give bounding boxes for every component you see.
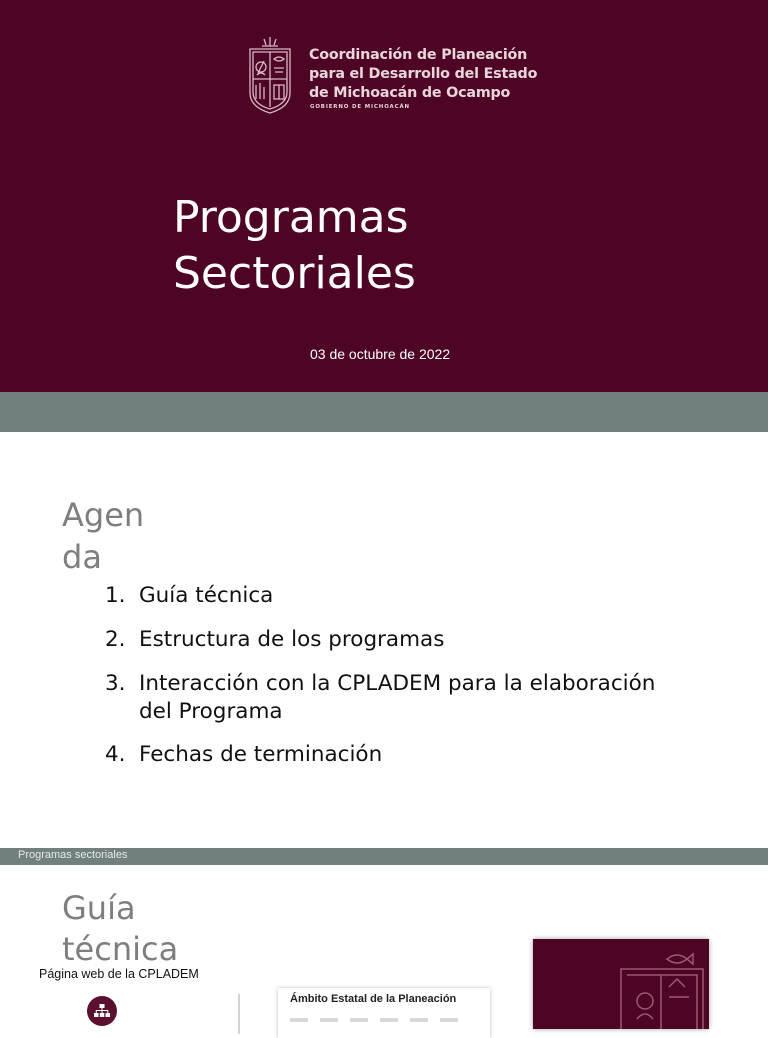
government-label: GOBIERNO DE MICHOACÁN [310, 104, 410, 110]
agenda-item [105, 741, 655, 769]
cover-footer-band [0, 392, 768, 432]
agenda-item-text: Estructura de los programas [139, 627, 445, 652]
section-header-bar [0, 848, 768, 865]
agenda-item [105, 626, 655, 654]
cover-title-line: Sectoriales [173, 248, 416, 299]
org-line: Coordinación de Planeación [309, 47, 528, 63]
guia-title [62, 888, 178, 970]
ambito-placeholder-lines [290, 1018, 470, 1022]
org-line: para el Desarrollo del Estado [309, 66, 538, 82]
state-crest-icon [246, 37, 294, 115]
section-label: Programas sectoriales [18, 849, 128, 861]
agenda-title-line: da [62, 538, 102, 576]
cover-date: 03 de octubre de 2022 [310, 346, 451, 362]
agenda-item-text: Fechas de terminación [139, 742, 383, 767]
web-page-label: Página web de la CPLADEM [39, 967, 199, 981]
agenda-item-number: 3. [105, 671, 126, 696]
agenda-list [105, 582, 655, 769]
org-line: de Michoacán de Ocampo [309, 85, 511, 101]
ambito-thumbnail[interactable] [278, 988, 490, 1038]
agenda-item-number: 1. [105, 583, 126, 608]
guia-cover-thumbnail[interactable] [533, 939, 709, 1029]
cover-title-line: Programas [173, 192, 409, 243]
crest-icon [603, 939, 709, 1029]
agenda-item-text: Interacción con la CPLADEM para la elaboración [139, 671, 656, 696]
agenda-title [62, 494, 144, 578]
sitemap-icon [87, 996, 117, 1026]
web-page-thumbnail[interactable] [28, 994, 240, 1034]
organization-name [309, 46, 537, 103]
cover-title [173, 190, 416, 302]
agenda-item-text: del Programa [139, 699, 283, 724]
ambito-label: Ámbito Estatal de la Planeación [290, 993, 457, 1005]
agenda-item [105, 670, 655, 726]
guia-title-line: Guía [62, 889, 136, 927]
agenda-item-number: 2. [105, 627, 126, 652]
guia-title-line: técnica [62, 930, 179, 968]
agenda-title-line: Agen [62, 496, 145, 534]
cover-slide [0, 0, 768, 392]
agenda-item [105, 582, 655, 610]
agenda-item-text: Guía técnica [139, 583, 274, 608]
agenda-item-number: 4. [105, 742, 126, 767]
